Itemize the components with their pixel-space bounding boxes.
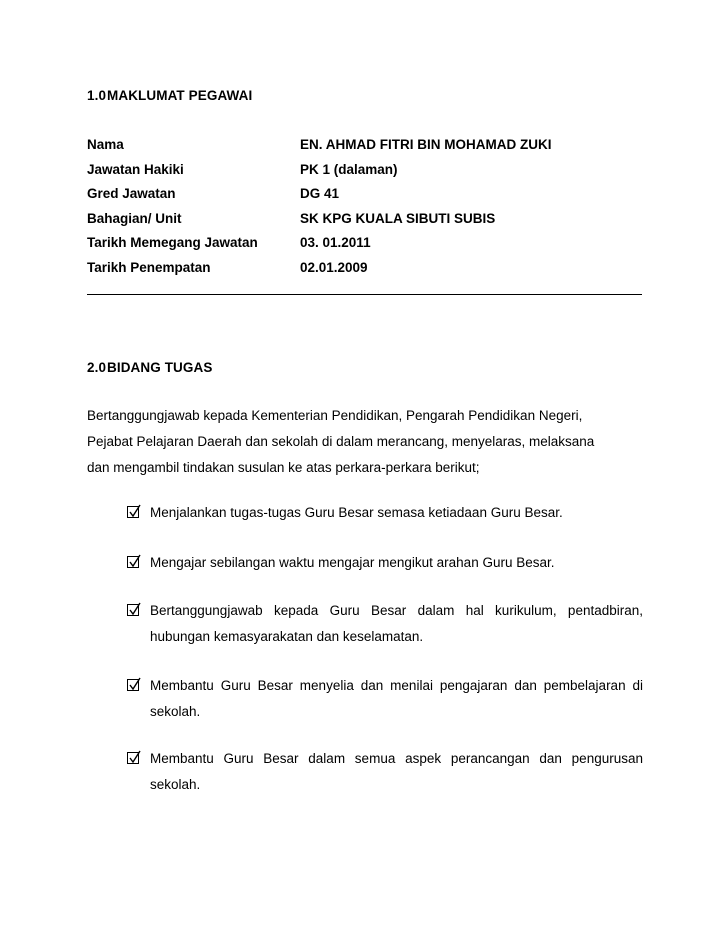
task-line: sekolah.	[150, 777, 201, 792]
info-value: DG 41	[300, 186, 340, 201]
task-line: Membantu Guru Besar menyelia dan menilai pengajaran dan pembelajaran di	[150, 678, 643, 693]
info-label: Tarikh Memegang Jawatan	[87, 235, 258, 250]
section1-heading	[87, 88, 252, 103]
info-value: 03. 01.2011	[300, 235, 371, 250]
info-value: 02.01.2009	[300, 260, 368, 275]
intro-paragraph	[87, 403, 647, 481]
section2-title: BIDANG TUGAS	[107, 360, 213, 375]
task-line: Menjalankan tugas-tugas Guru Besar semasa ketiadaan Guru Besar.	[150, 505, 563, 520]
task-line: Mengajar sebilangan waktu mengajar mengikut arahan Guru Besar.	[150, 555, 555, 570]
task-line: hubungan kemasyarakatan dan keselamatan.	[150, 629, 424, 644]
task-line: sekolah.	[150, 704, 201, 719]
checkbox-checked-icon	[127, 752, 139, 764]
checkbox-checked-icon	[127, 679, 139, 691]
section2-heading	[87, 360, 212, 375]
section1-title: MAKLUMAT PEGAWAI	[107, 88, 253, 103]
info-label: Gred Jawatan	[87, 186, 176, 201]
intro-line: Pejabat Pelajaran Daerah dan sekolah di dalam merancang, menyelaras, melaksana	[87, 434, 595, 449]
info-label: Bahagian/ Unit	[87, 211, 182, 226]
info-value: SK KPG KUALA SIBUTI SUBIS	[300, 211, 496, 226]
intro-line: dan mengambil tindakan susulan ke atas perkara-perkara berikut;	[87, 460, 480, 475]
info-label: Jawatan Hakiki	[87, 162, 184, 177]
task-line: Membantu Guru Besar dalam semua aspek perancangan dan pengurusan	[150, 751, 643, 766]
section2-number: 2.0	[87, 360, 107, 375]
horizontal-divider	[87, 294, 642, 295]
info-value: PK 1 (dalaman)	[300, 162, 398, 177]
checkbox-checked-icon	[127, 506, 139, 518]
checkbox-checked-icon	[127, 604, 139, 616]
task-line: Bertanggungjawab kepada Guru Besar dalam hal kurikulum, pentadbiran,	[150, 603, 643, 618]
info-label: Tarikh Penempatan	[87, 260, 211, 275]
section1-number: 1.0	[87, 88, 107, 103]
intro-line: Bertanggungjawab kepada Kementerian Pendidikan, Pengarah Pendidikan Negeri,	[87, 408, 583, 423]
info-label: Nama	[87, 137, 124, 152]
checkbox-checked-icon	[127, 556, 139, 568]
info-value: EN. AHMAD FITRI BIN MOHAMAD ZUKI	[300, 137, 552, 152]
